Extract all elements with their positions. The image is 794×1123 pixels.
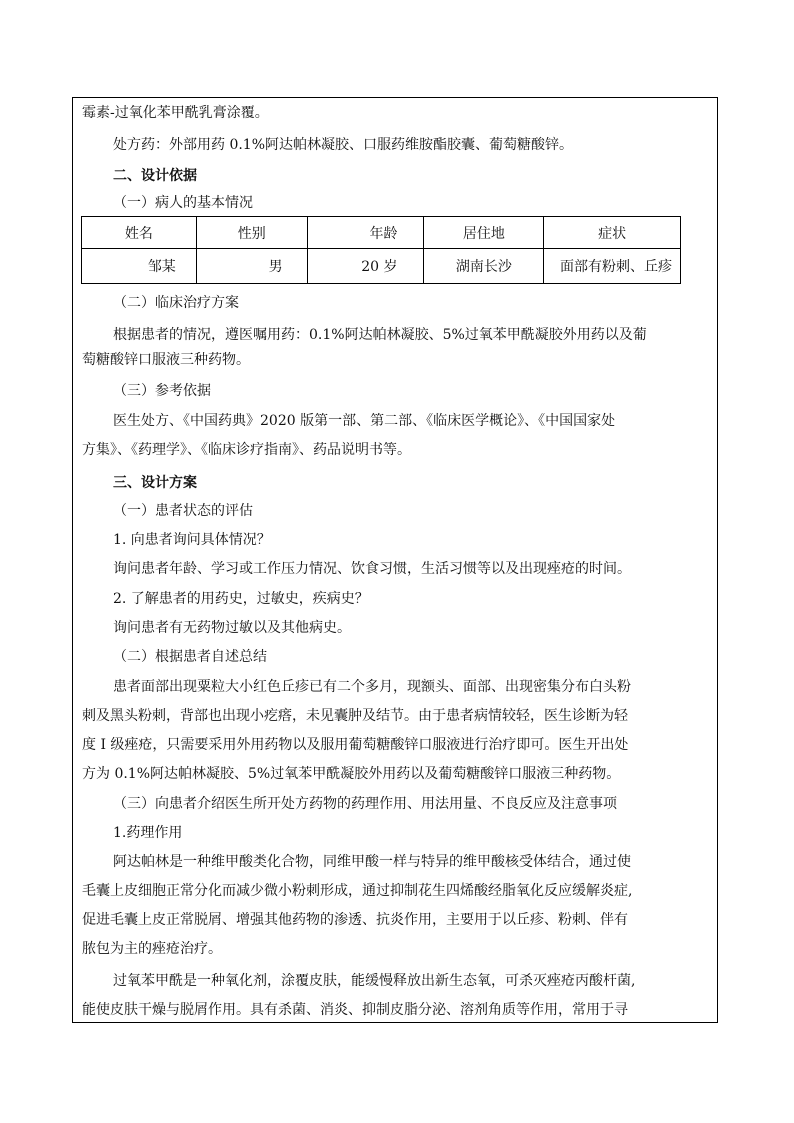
subsection-heading: （二）根据患者自述总结 [113, 649, 267, 665]
paragraph-line: 询问患者年龄、学习或工作压力情况、饮食习惯，生活习惯等以及出现痤疮的时间。 [113, 561, 631, 577]
paragraph-line: 根据患者的情况，遵医嘱用药：0.1%阿达帕林凝胶、5%过氧苯甲酰凝胶外用药以及葡 [113, 327, 647, 343]
paragraph-line: 2. 了解患者的用药史，过敏史，疾病史？ [113, 591, 369, 607]
paragraph-line: 霉素-过氧化苯甲酰乳膏涂覆。 [82, 105, 269, 121]
table-header-cell: 居住地 [424, 217, 544, 249]
paragraph-line: 方集》、《药理学》、《临床诊疗指南》、药品说明书等。 [82, 442, 411, 458]
paragraph-line: 过氧苯甲酰是一种氧化剂，涂覆皮肤，能缓慢释放出新生态氧，可杀灭痤疮丙酸杆菌, [113, 973, 636, 989]
paragraph-line: 方为 0.1%阿达帕林凝胶、5%过氧苯甲酰凝胶外用药以及葡萄糖酸锌口服液三种药物。 [82, 766, 621, 782]
paragraph-line: 1.药理作用 [113, 825, 183, 841]
table-header-cell: 症状 [544, 217, 681, 249]
table-cell: 邹某 [82, 249, 197, 284]
paragraph-line: 刺及黑头粉刺，背部也出现小疙瘩，未见囊肿及结节。由于患者病情较轻，医生诊断为轻 [82, 708, 628, 724]
subsection-heading: （一）患者状态的评估 [113, 503, 253, 519]
paragraph-line: 1. 向患者询问具体情况？ [113, 532, 271, 548]
table-header-cell: 姓名 [82, 217, 197, 249]
paragraph-line: 脓包为主的痤疮治疗。 [82, 941, 222, 957]
subsection-heading: （三）向患者介绍医生所开处方药物的药理作用、用法用量、不良反应及注意事项 [113, 796, 617, 812]
table-header-row [82, 217, 681, 249]
table-header-cell: 年龄 [307, 217, 424, 249]
subsection-heading: （一）病人的基本情况 [113, 195, 253, 211]
table-cell: 湖南长沙 [424, 249, 544, 284]
table-header-cell: 性别 [196, 217, 307, 249]
section-heading: 三、设计方案 [113, 475, 197, 491]
table-cell: 20 岁 [307, 249, 424, 284]
paragraph-line: 询问患者有无药物过敏以及其他病史。 [113, 620, 351, 636]
paragraph-line: 毛囊上皮细胞正常分化而减少微小粉刺形成，通过抑制花生四烯酸经脂氧化反应缓解炎症, [82, 883, 633, 899]
paragraph-line: 萄糖酸锌口服液三种药物。 [82, 352, 250, 368]
table-row [82, 249, 681, 284]
subsection-heading: （三）参考依据 [113, 383, 211, 399]
paragraph-line: 能使皮肤干燥与脱屑作用。具有杀菌、消炎、抑制皮脂分泌、溶剂角质等作用，常用于寻 [82, 1002, 628, 1018]
paragraph-line: 医生处方、《中国药典》2020 版第一部、第二部、《临床医学概论》、《中国国家处 [113, 413, 616, 429]
table-cell: 男 [196, 249, 307, 284]
paragraph-line: 阿达帕林是一种维甲酸类化合物，同维甲酸一样与特异的维甲酸核受体结合，通过使 [113, 854, 631, 870]
paragraph-line: 处方药：外部用药 0.1%阿达帕林凝胶、口服药维胺酯胶囊、葡萄糖酸锌。 [113, 137, 574, 153]
paragraph-line: 患者面部出现粟粒大小红色丘疹已有二个多月，现额头、面部、出现密集分布白头粉 [113, 679, 631, 695]
section-heading: 二、设计依据 [113, 168, 197, 184]
paragraph-line: 促进毛囊上皮正常脱屑、增强其他药物的渗透、抗炎作用，主要用于以丘疹、粉刺、伴有 [82, 912, 628, 928]
patient-info-table [81, 216, 681, 284]
subsection-heading: （二）临床治疗方案 [113, 295, 239, 311]
table-cell: 面部有粉刺、丘疹 [544, 249, 681, 284]
paragraph-line: 度 Ⅰ 级痤疮，只需要采用外用药物以及服用葡萄糖酸锌口服液进行治疗即可。医生开出处 [82, 737, 629, 753]
